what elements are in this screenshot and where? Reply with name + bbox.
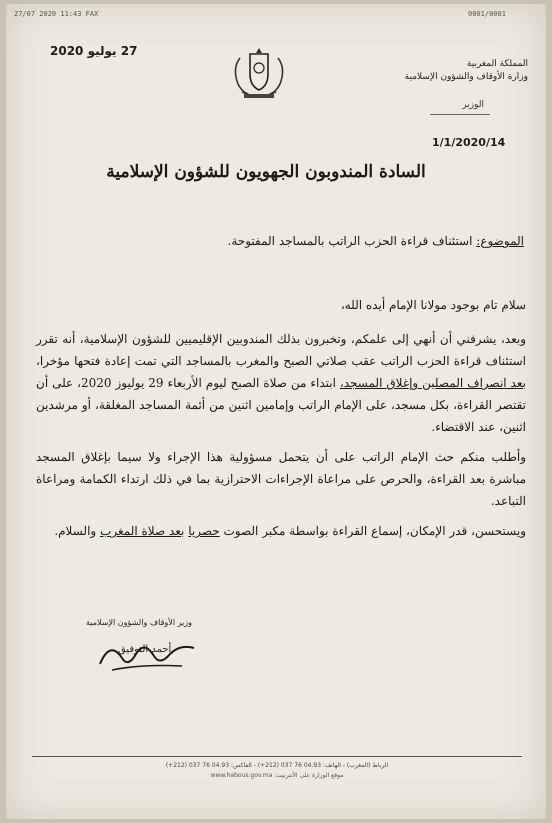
- paragraph-1-part-b: ابتداء من صلاة الصبح ليوم الأربعاء 29 يوليوز 2020، على أن تقتصر القراءة، بكل مسجد، على الإمام الراتب وإمامين اثنين من أئمة المساجد المغلقة، أو مرشدين اثنين، عند الاقتضاء.: [36, 376, 526, 434]
- addressee: السادة المندوبون الجهويون للشؤون الإسلامية: [106, 162, 426, 182]
- subject-line: [84, 234, 524, 248]
- paragraph-3-closing: والسلام.: [54, 524, 97, 538]
- fax-header-right: 0001/0001: [468, 10, 506, 18]
- paragraph-2: وأطلب منكم حث الإمام الراتب على أن يتحمل مسؤولية هذا الإجراء ولا سيما بإغلاق المسجد مباشرة بعد القراءة، والحرص على مراعاة الإجراءات الاحترازية بما في ذلك ارتداء الكمامة ومراعاة التباعد.: [36, 450, 526, 508]
- subject-label: الموضوع:: [476, 234, 524, 248]
- letter-page: [6, 4, 546, 819]
- signer-name: أحمد التوفيق: [118, 644, 172, 655]
- paragraph-1-part-a: وبعد، يشرفني أن أنهي إلى علمكم، وتخبرون بذلك المندوبين الإقليميين للشؤون الإسلامية، أنه تقرر استئناف قراءة الحزب الراتب عقب صلاتي الصبح والمغرب بالمساجد التي تمت إعادة فتحها مؤخرا،: [36, 332, 526, 368]
- header-divider: [430, 114, 490, 115]
- ministry-line: وزارة الأوقاف والشؤون الإسلامية: [404, 72, 528, 82]
- footer-contact: الرباط (المغرب) - الهاتف: 04.93 76 037 (212+) - الفاكس: 04.93 76 037 (212+): [165, 762, 389, 769]
- kingdom-line: المملكة المغربية: [466, 59, 528, 69]
- paragraph-1: [36, 328, 526, 438]
- reference-number: 1/1/2020/14: [432, 136, 506, 149]
- handwritten-signature: [92, 634, 202, 678]
- paragraph-3: [36, 520, 526, 542]
- letter-body: [36, 294, 526, 550]
- greeting: سلام تام بوجود مولانا الإمام أيده الله،: [340, 298, 526, 312]
- fax-header-left: 27/07 2020 11:43 FAX: [14, 10, 99, 18]
- minister-label: الوزير: [462, 100, 484, 110]
- signer-title: وزير الأوقاف والشؤون الإسلامية: [86, 618, 192, 627]
- paragraph-3-part-a: ويستحسن، قدر الإمكان، إسماع القراءة بواسطة مكبر الصوت: [223, 524, 526, 538]
- letter-date: 27 يوليو 2020: [50, 44, 138, 58]
- footer-website: موقع الوزارة على الأنترنيت: www.habous.gov.ma: [210, 772, 344, 779]
- subject-text: استئناف قراءة الحزب الراتب بالمساجد المفتوحة.: [227, 234, 473, 248]
- footer-divider: [32, 756, 522, 757]
- paragraph-1-underlined: بعد انصراف المصلين وإغلاق المسجد،: [339, 376, 526, 390]
- coat-of-arms-icon: [228, 44, 290, 100]
- paragraph-3-underlined-2: بعد صلاة المغرب: [100, 524, 185, 538]
- paragraph-3-underlined-1: حصريا: [188, 524, 220, 538]
- ministry-header: [378, 58, 528, 84]
- footer: [32, 761, 522, 781]
